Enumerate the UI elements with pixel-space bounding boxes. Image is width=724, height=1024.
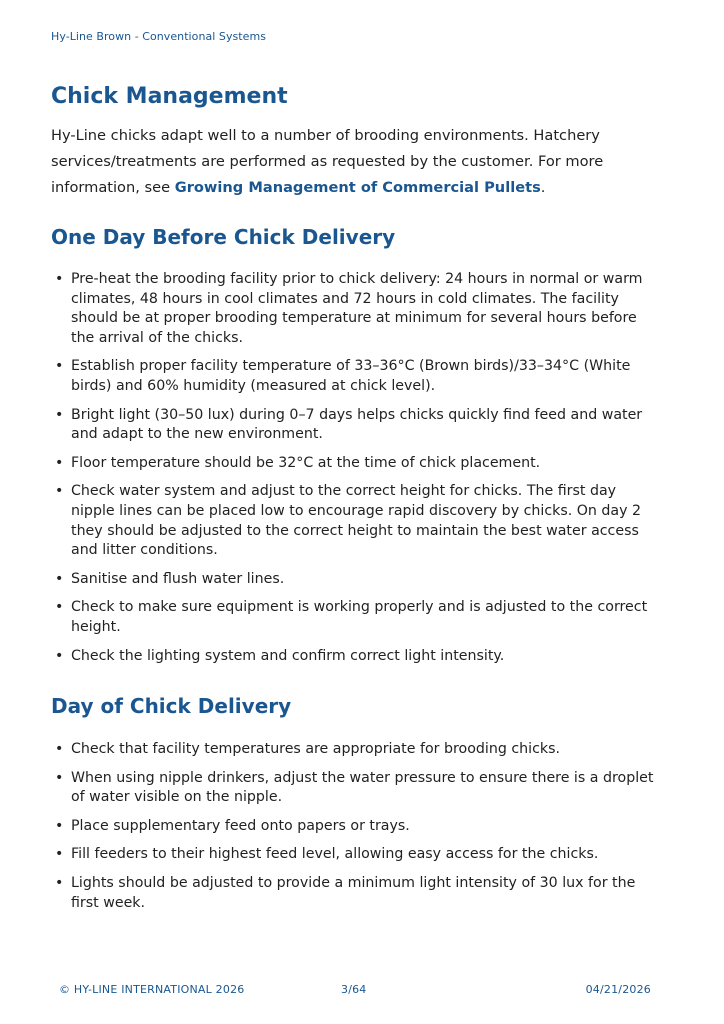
growing-management-link[interactable]: Growing Management of Commercial Pullets [174,179,541,196]
day-of-delivery-list [51,740,663,922]
page-title: Chick Management [51,84,288,109]
running-header: Hy-Line Brown - Conventional Systems [51,30,267,43]
intro-text: Hy-Line chicks adapt well to a number of brooding environments. Hatchery services/treatments are performed as requested by the customer. For more information, see [51,127,604,196]
one-day-before-list [51,270,663,675]
list-item: • Fill feeders to their highest feed level, allowing easy access for the chicks. [51,845,663,865]
list-item: • Check to make sure equipment is working properly and is adjusted to the correct height. [51,598,663,637]
list-item: • Pre-heat the brooding facility prior to chick delivery: 24 hours in normal or warm climates, 48 hours in cool climates and 72 hours in cold climates. The facility should be at proper brooding temperature at minimum for several hours before the arrival of the chicks. [51,270,663,348]
list-item: • Establish proper facility temperature of 33–36°C (Brown birds)/33–34°C (White birds) and 60% humidity (measured at chick level). [51,357,663,396]
list-item: • Check the lighting system and confirm correct light intensity. [51,647,663,667]
footer-page-number: 3/64 [341,983,367,996]
list-item: • Lights should be adjusted to provide a minimum light intensity of 30 lux for the first week. [51,874,663,913]
list-item: • Place supplementary feed onto papers or trays. [51,817,663,837]
section-heading-day-of-delivery: Day of Chick Delivery [51,694,292,718]
footer-copyright: © HY-LINE INTERNATIONAL 2026 [59,983,245,996]
intro-paragraph [51,123,681,201]
list-item: • Floor temperature should be 32°C at the time of chick placement. [51,454,663,474]
list-item: • Check that facility temperatures are appropriate for brooding chicks. [51,740,663,760]
list-item: • Check water system and adjust to the correct height for chicks. The first day nipple lines can be placed low to encourage rapid discovery by chicks. On day 2 they should be adjusted to the correct height to maintain the best water access and litter conditions. [51,482,663,560]
intro-end: . [540,179,546,196]
section-heading-one-day-before: One Day Before Chick Delivery [51,225,396,249]
list-item: • When using nipple drinkers, adjust the water pressure to ensure there is a droplet of water visible on the nipple. [51,769,663,808]
footer-date: 04/21/2026 [585,983,651,996]
list-item: • Bright light (30–50 lux) during 0–7 days helps chicks quickly find feed and water and adapt to the new environment. [51,406,663,445]
list-item: • Sanitise and flush water lines. [51,570,663,590]
